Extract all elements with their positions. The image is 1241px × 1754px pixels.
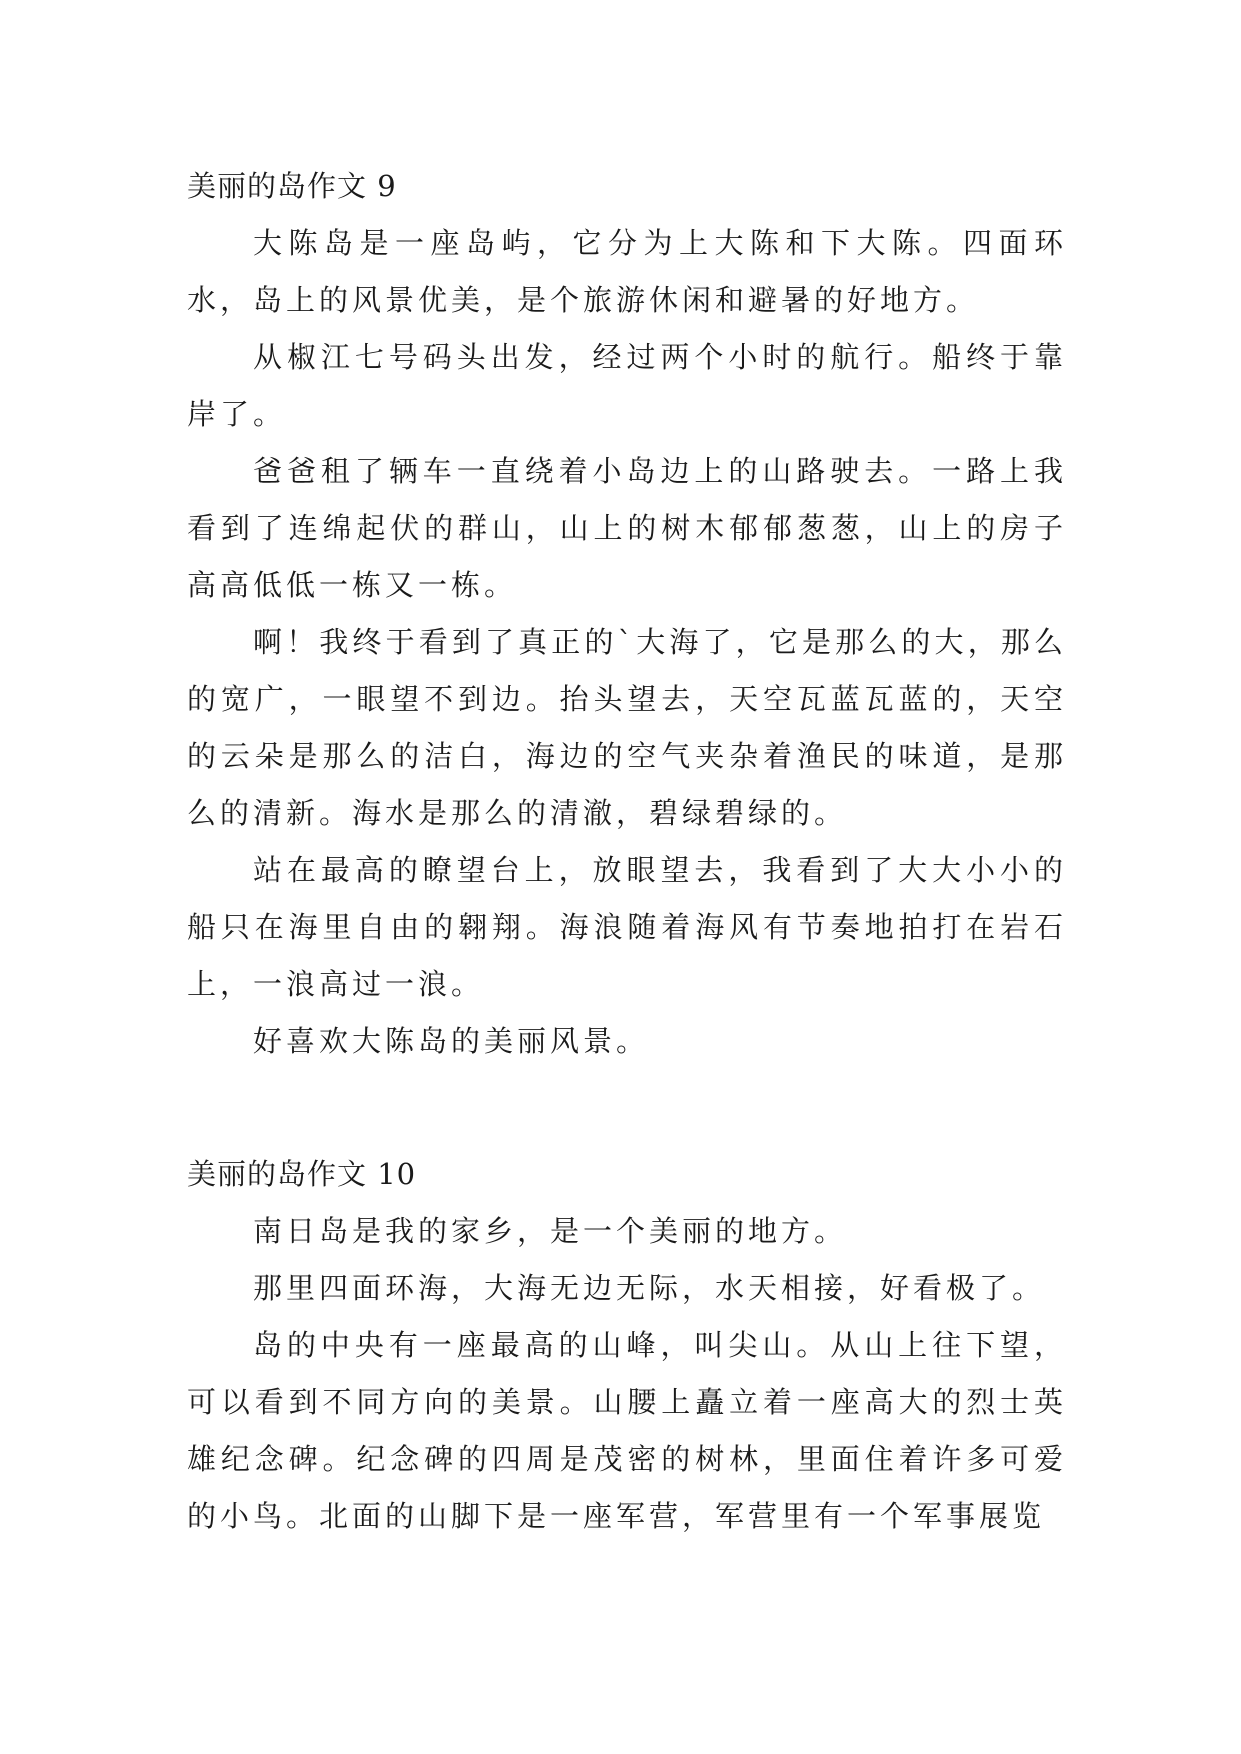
essay-9-paragraph-4: 啊！我终于看到了真正的`大海了，它是那么的大，那么的宽广，一眼望不到边。抬头望去，天空瓦蓝瓦蓝的，天空的云朵是那么的洁白，海边的空气夹杂着渔民的味道，是那么的清新。海水是那么的清澈，碧绿碧绿的。 — [187, 625, 1067, 830]
essay-10-paragraph-2: 那里四面环海，大海无边无际，水天相接，好看极了。 — [253, 1271, 1046, 1305]
document-body — [187, 158, 1067, 1545]
essay-9-paragraph-3: 爸爸租了辆车一直绕着小岛边上的山路驶去。一路上我看到了连绵起伏的群山，山上的树木郁郁葱葱，山上的房子高高低低一栋又一栋。 — [187, 454, 1067, 602]
essay-10-title: 美丽的岛作文 10 — [187, 1157, 417, 1191]
essay-9-paragraph-6: 好喜欢大陈岛的美丽风景。 — [253, 1024, 650, 1058]
essay-9-paragraph-2: 从椒江七号码头出发，经过两个小时的航行。船终于靠岸了。 — [187, 340, 1067, 431]
essay-9-paragraph-1: 大陈岛是一座岛屿，它分为上大陈和下大陈。四面环水，岛上的风景优美，是个旅游休闲和避暑的好地方。 — [187, 226, 1067, 317]
essay-10-paragraph-1: 南日岛是我的家乡，是一个美丽的地方。 — [253, 1214, 848, 1248]
essay-9-title: 美丽的岛作文 9 — [187, 169, 397, 203]
essay-9-paragraph-5: 站在最高的瞭望台上，放眼望去，我看到了大大小小的船只在海里自由的翱翔。海浪随着海风有节奏地拍打在岩石上，一浪高过一浪。 — [187, 853, 1067, 1001]
essay-10-paragraph-3: 岛的中央有一座最高的山峰，叫尖山。从山上往下望，可以看到不同方向的美景。山腰上矗立着一座高大的烈士英雄纪念碑。纪念碑的四周是茂密的树林，里面住着许多可爱的小鸟。北面的山脚下是一座军营，军营里有一个军事展览 — [187, 1328, 1067, 1533]
section-gap — [187, 1070, 1067, 1146]
